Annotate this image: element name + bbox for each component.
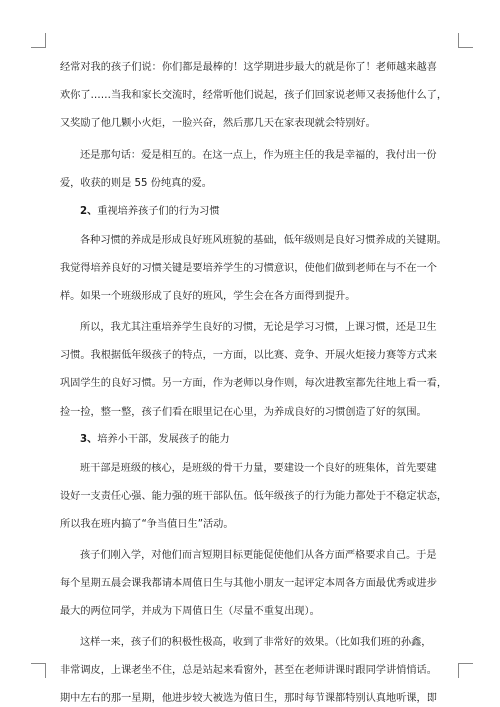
text-line: 孩子们刚入学，对他们而言短期目标更能促使他们从各方面严格要求自己。于是 (80, 550, 437, 561)
text-line: 习惯。我根据低年级孩子的特点，一方面，以比赛、竞争、开展火炬接力赛等方式来 (60, 350, 437, 361)
text-line: 这样一来，孩子们的积极性极高，收到了非常好的效果。（比如我们班的孙鑫， (80, 637, 432, 648)
text-line: 捡一捡，整一整，孩子们看在眼里记在心里，为养成良好的习惯创造了好的氛围。 (60, 407, 427, 418)
crop-mark-top-left (31, 33, 46, 48)
section-number: 2、 (80, 206, 98, 217)
text-line: 非常调皮，上课老坐不住，总是站起来看窗外，甚至在老师讲课时跟同学讲悄悄话。 (60, 665, 437, 676)
text-line: 各种习惯的养成是形成良好班风班貌的基础，低年级则是良好习惯养成的关键期。 (80, 235, 447, 246)
crop-mark-top-right (458, 33, 473, 48)
text-line: 最大的两位同学，并成为下周值日生（尽量不重复出现）。 (60, 606, 320, 617)
text-line: 每个星期五晨会课我都请本周值日生与其他小朋友一起评定本周各方面最优秀或进步 (60, 578, 437, 589)
section-number: 3、 (80, 434, 98, 445)
text-line: 样。如果一个班级形成了良好的班风，学生会在各方面得到提升。 (60, 291, 356, 302)
section-heading-2 (80, 204, 220, 220)
text-line: 设好一支责任心强、能力强的班干部队伍。低年级孩子的行为能力都处于不稳定状态， (60, 491, 448, 502)
text-line: 又奖励了他几颗小火炬，一脸兴奋，然后那几天在家表现就会特别好。 (60, 118, 376, 129)
text-line: 期中左右的那一星期，他进步较大被选为值日生，那时每节课都特别认真地听课，即 (60, 693, 437, 704)
text-line: 巩固学生的良好习惯。另一方面，作为老师以身作则，每次进教室都先往地上看一看， (60, 378, 448, 389)
text-line: 经常对我的孩子们说：你们都是最棒的！这学期进步最大的就是你了！老师越来越喜 (60, 62, 437, 73)
text-line: 所以我在班内搞了“争当值日生”活动。 (60, 519, 234, 530)
crop-mark-bottom-right (458, 663, 473, 678)
text-line: 还是那句话：爱是相互的。在这一点上，作为班主任的我是幸福的，我付出一份 (80, 150, 437, 161)
section-title: 培养小干部，发展孩子的能力 (97, 434, 230, 445)
text-line: 班干部是班级的核心，是班级的骨干力量，要建设一个良好的班集体，首先要建 (80, 463, 437, 474)
text-line: 爱，收获的则是 55 份纯真的爱。 (60, 178, 212, 189)
text-line: 所以，我尤其注重培养学生良好的习惯，无论是学习习惯，上课习惯，还是卫生 (80, 322, 437, 333)
text-line: 欢你了……当我和家长交流时，经常听他们说起，孩子们回家说老师又表扬他什么了， (60, 90, 448, 101)
text-line: 我觉得培养良好的习惯关键是要培养学生的习惯意识，使他们做到老师在与不在一个 (60, 263, 437, 274)
section-heading-3 (80, 432, 230, 448)
crop-mark-bottom-left (31, 663, 46, 678)
section-title: 重视培养孩子们的行为习惯 (97, 206, 220, 217)
